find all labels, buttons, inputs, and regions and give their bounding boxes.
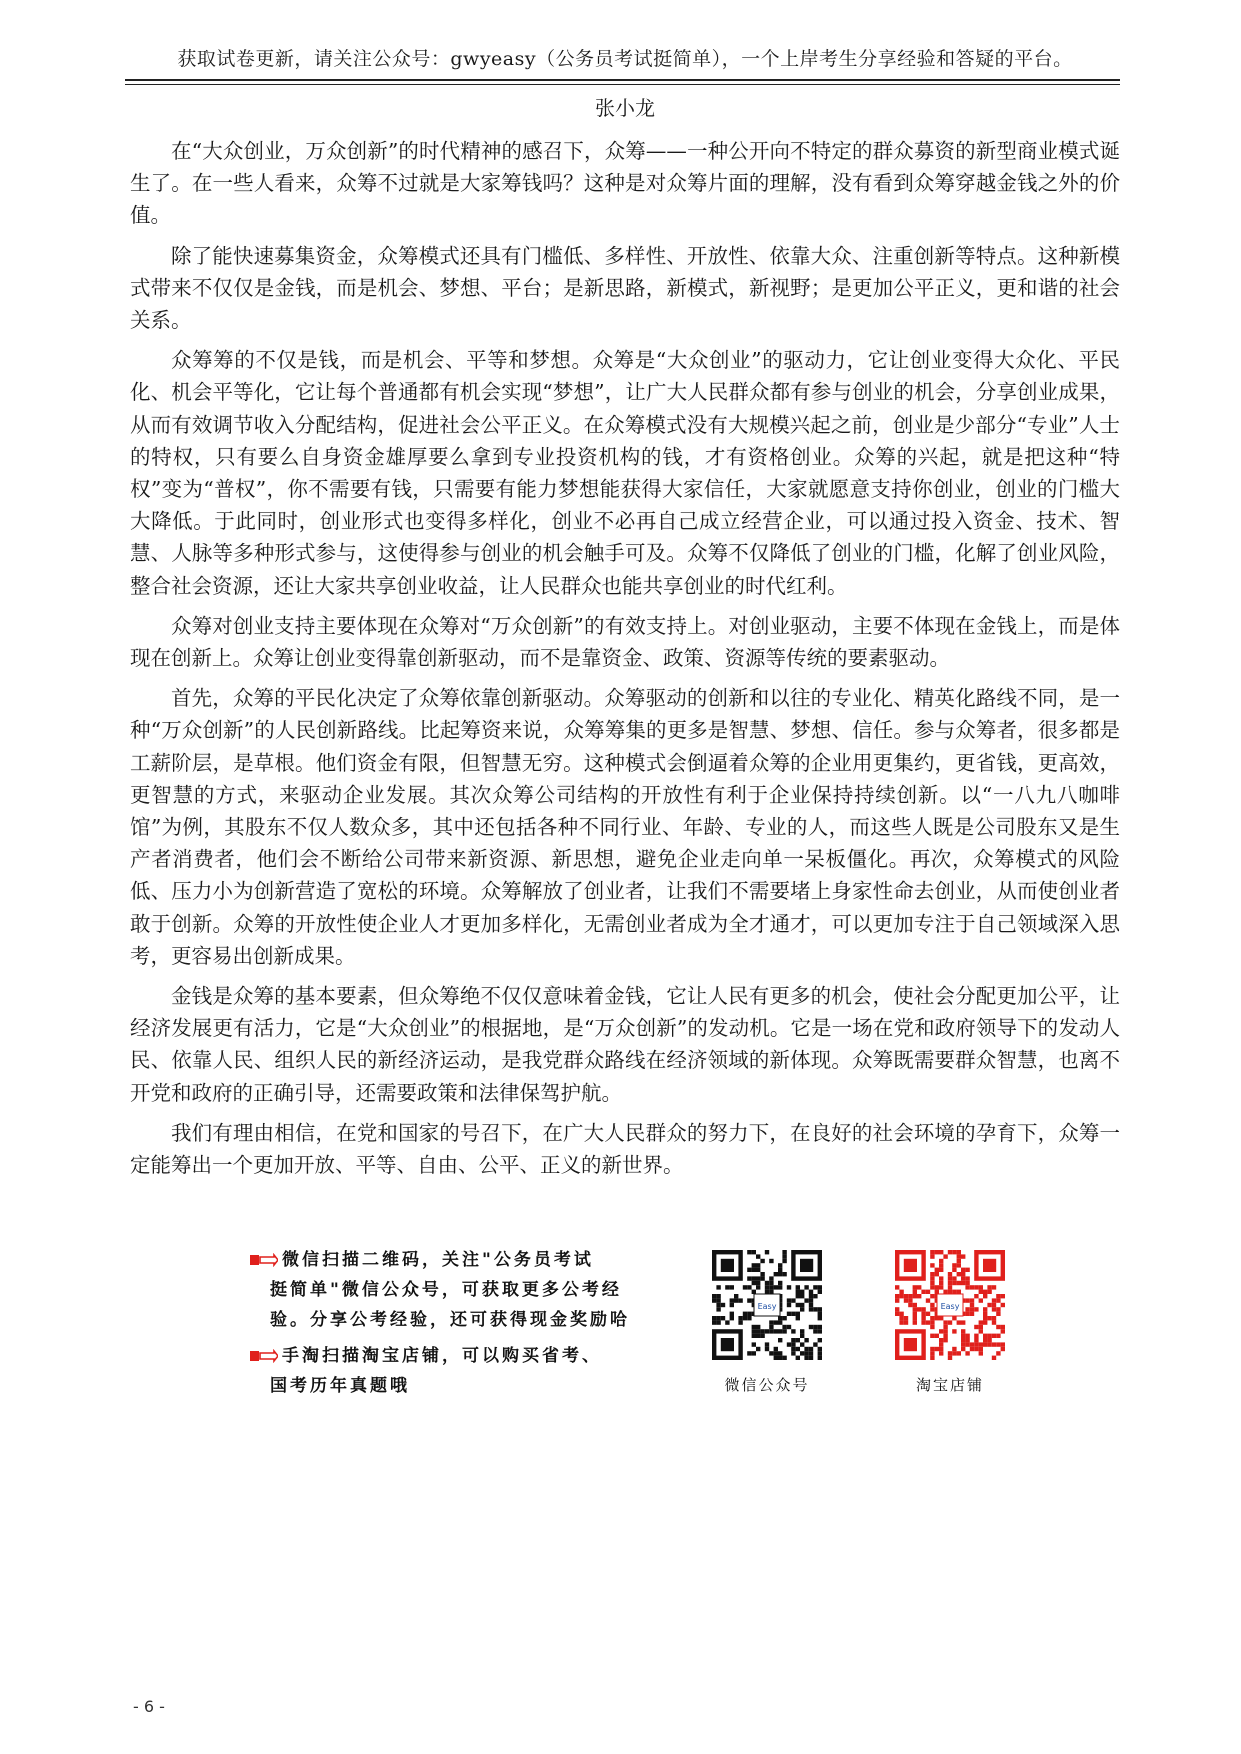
taobao-qr-caption: 淘宝店铺 [915, 1376, 984, 1394]
promo-taobao-line: 手淘扫描淘宝店铺，可以购买省考、 [282, 1346, 602, 1366]
promo-wechat-line: 挺简单"微信公众号，可获取更多公考经 [270, 1280, 622, 1300]
wechat-qr-code-icon[interactable] [712, 1250, 822, 1360]
wechat-qr-block [712, 1250, 822, 1395]
header-rule-thin [125, 84, 1120, 85]
promo-taobao-line: 国考历年真题哦 [270, 1376, 410, 1396]
paragraph: 在“大众创业，万众创新”的时代精神的感召下，众筹——一种公开向不特定的群众募资的新型商业模式诞生了。在一些人看来，众筹不过就是大家筹钱吗？这种是对众筹片面的理解，没有看到众筹穿越金钱之外的价值。 [130, 139, 1120, 228]
promo-wechat-line: 验。分享公考经验，还可获得现金奖励哈 [270, 1310, 630, 1330]
paragraph: 首先，众筹的平民化决定了众筹依靠创新驱动。众筹驱动的创新和以往的专业化、精英化路线不同，是一种“万众创新”的人民创新路线。比起筹资来说，众筹筹集的更多是智慧、梦想、信任。参与众筹者，很多都是工薪阶层，是草根。他们资金有限，但智慧无穷。这种模式会倒逼着众筹的企业用更集约，更省钱，更高效，更智慧的方式，来驱动企业发展。其次众筹公司结构的开放性有利于企业保持持续创新。以“一八九八咖啡馆”为例，其股东不仅人数众多，其中还包括各种不同行业、年龄、专业的人，而这些人既是公司股东又是生产者消费者，他们会不断给公司带来新资源、新思想，避免企业走向单一呆板僵化。再次，众筹模式的风险低、压力小为创新营造了宽松的环境。众筹解放了创业者，让我们不需要堵上身家性命去创业，从而使创业者敢于创新。众筹的开放性使企业人才更加多样化，无需创业者成为全才通才，可以更加专注于自己领域深入思考，更容易出创新成果。 [130, 686, 1120, 968]
qr-logo-text: Easy [757, 1302, 777, 1311]
page-number: - 6 - [133, 1697, 165, 1716]
paragraph: 众筹筹的不仅是钱，而是机会、平等和梦想。众筹是“大众创业”的驱动力，它让创业变得大众化、平民化、机会平等化，它让每个普通都有机会实现“梦想”，让广大人民群众都有参与创业的机会，分享创业成果，从而有效调节收入分配结构，促进社会公平正义。在众筹模式没有大规模兴起之前，创业是少部分“专业”人士的特权，只有要么自身资金雄厚要么拿到专业投资机构的钱，才有资格创业。众筹的兴起，就是把这种“特权”变为“普权”，你不需要有钱，只需要有能力梦想能获得大家信任，大家就愿意支持你创业，创业的门槛大大降低。于此同时，创业形式也变得多样化，创业不必再自己成立经营企业，可以通过投入资金、技术、智慧、人脉等多种形式参与，这使得参与创业的机会触手可及。众筹不仅降低了创业的门槛，化解了创业风险，整合社会资源，还让大家共享创业收益，让人民群众也能共享创业的时代红利。 [130, 348, 1120, 598]
article-body [130, 135, 1120, 1189]
paragraph: 我们有理由相信，在党和国家的号召下，在广大人民群众的努力下，在良好的社会环境的孕育下，众筹一定能筹出一个更加开放、平等、自由、公平、正义的新世界。 [130, 1120, 1120, 1178]
article-author: 张小龙 [595, 96, 655, 120]
promo-block [250, 1245, 690, 1407]
taobao-qr-code-icon[interactable] [895, 1250, 1005, 1360]
paragraph: 金钱是众筹的基本要素，但众筹绝不仅仅意味着金钱，它让人民有更多的机会，使社会分配更加公平，让经济发展更有活力，它是“大众创业”的根据地，是“万众创新”的发动机。它是一场在党和政府领导下的发动人民、依靠人民、组织人民的新经济运动，是我党群众路线在经济领域的新体现。众筹既需要群众智慧，也离不开党和政府的正确引导，还需要政策和法律保驾护航。 [130, 984, 1120, 1105]
wechat-qr-caption: 微信公众号 [724, 1376, 810, 1394]
taobao-qr-block [895, 1250, 1005, 1395]
promo-wechat-line: 微信扫描二维码，关注"公务员考试 [282, 1250, 594, 1270]
paragraph: 众筹对创业支持主要体现在众筹对“万众创新”的有效支持上。对创业驱动，主要不体现在金钱上，而是体现在创新上。众筹让创业变得靠创新驱动，而不是靠资金、政策、资源等传统的要素驱动。 [130, 613, 1120, 671]
header-notice: 获取试卷更新，请关注公众号：gwyeasy（公务员考试挺简单），一个上岸考生分享经验和答疑的平台。 [177, 48, 1073, 70]
paragraph: 除了能快速募集资金，众筹模式还具有门槛低、多样性、开放性、依靠大众、注重创新等特点。这种新模式带来不仅仅是金钱，而是机会、梦想、平台；是新思路，新模式，新视野；是更加公平正义，更和谐的社会关系。 [130, 243, 1120, 333]
pointing-hand-icon [250, 1349, 278, 1363]
pointing-hand-icon [250, 1253, 278, 1267]
header-rule-thick [125, 79, 1120, 81]
qr-logo-text: Easy [940, 1302, 960, 1311]
